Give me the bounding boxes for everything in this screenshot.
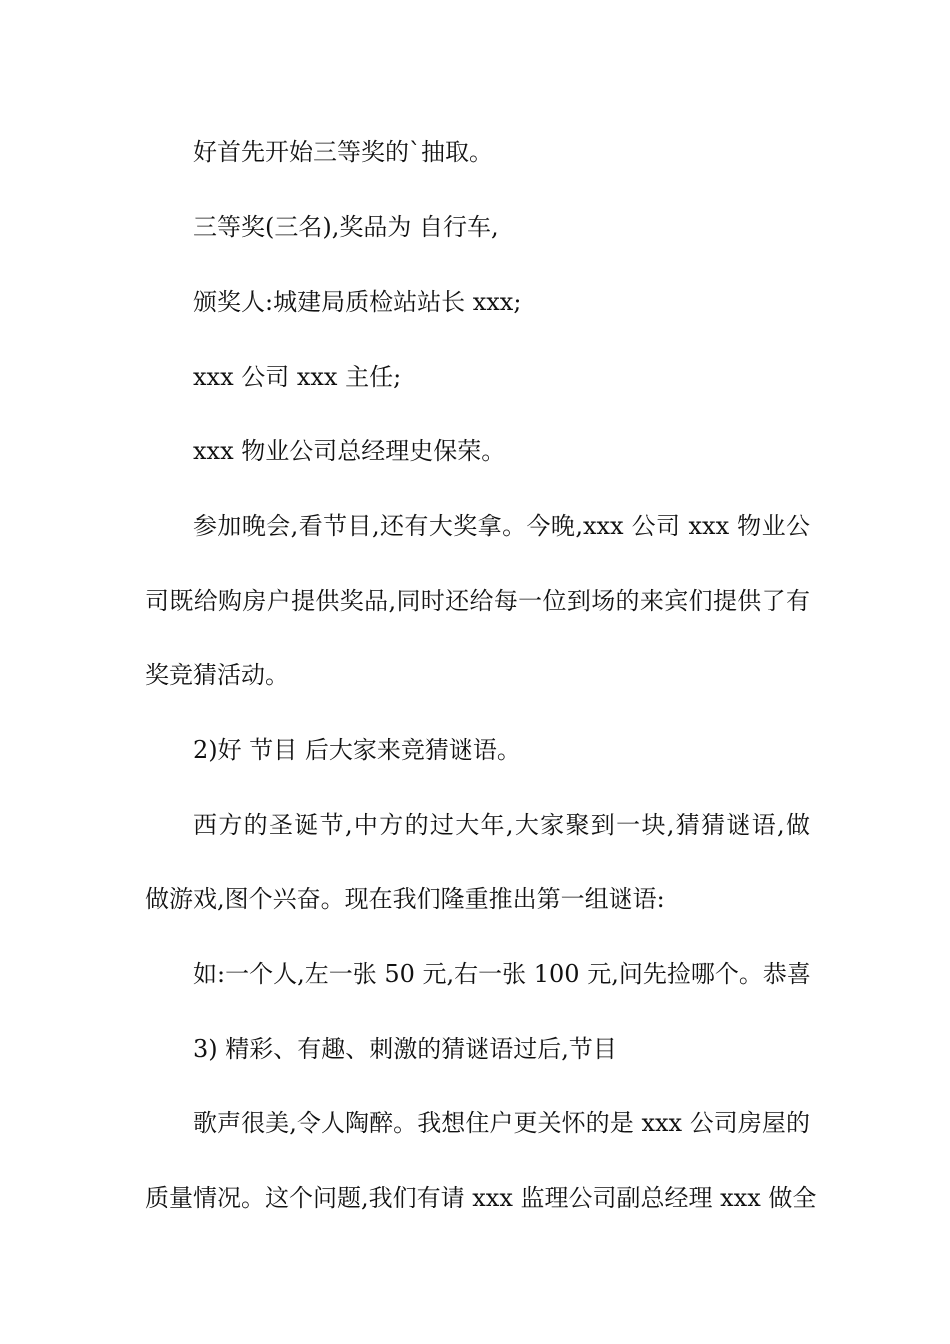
text-line-6: 参加晚会,看节目,还有大奖拿。今晚,xxx 公司 xxx 物业公	[193, 512, 810, 540]
text-line-4: xxx 公司 xxx 主任;	[193, 363, 402, 391]
text-line-14: 歌声很美,令人陶醉。我想住户更关怀的是 xxx 公司房屋的	[193, 1109, 810, 1137]
text-line-9: 2)好 节目 后大家来竞猜谜语。	[193, 736, 521, 764]
text-line-12: 如:一个人,左一张 50 元,右一张 100 元,问先捡哪个。恭喜	[193, 960, 811, 988]
text-line-15: 质量情况。这个问题,我们有请 xxx 监理公司副总经理 xxx 做全	[145, 1184, 817, 1212]
text-line-10: 西方的圣诞节,中方的过大年,大家聚到一块,猜猜谜语,做	[193, 811, 810, 839]
text-line-7: 司既给购房户提供奖品,同时还给每一位到场的来宾们提供了有	[145, 587, 810, 615]
text-line-13: 3) 精彩、有趣、刺激的猜谜语过后,节目	[193, 1035, 617, 1063]
text-line-8: 奖竞猜活动。	[145, 661, 289, 689]
text-line-2: 三等奖(三名),奖品为 自行车,	[193, 213, 499, 241]
text-line-1: 好首先开始三等奖的`抽取。	[193, 138, 493, 166]
text-line-11: 做游戏,图个兴奋。现在我们隆重推出第一组谜语:	[145, 885, 665, 913]
text-line-5: xxx 物业公司总经理史保荣。	[193, 437, 506, 465]
text-line-3: 颁奖人:城建局质检站站长 xxx;	[193, 288, 522, 316]
